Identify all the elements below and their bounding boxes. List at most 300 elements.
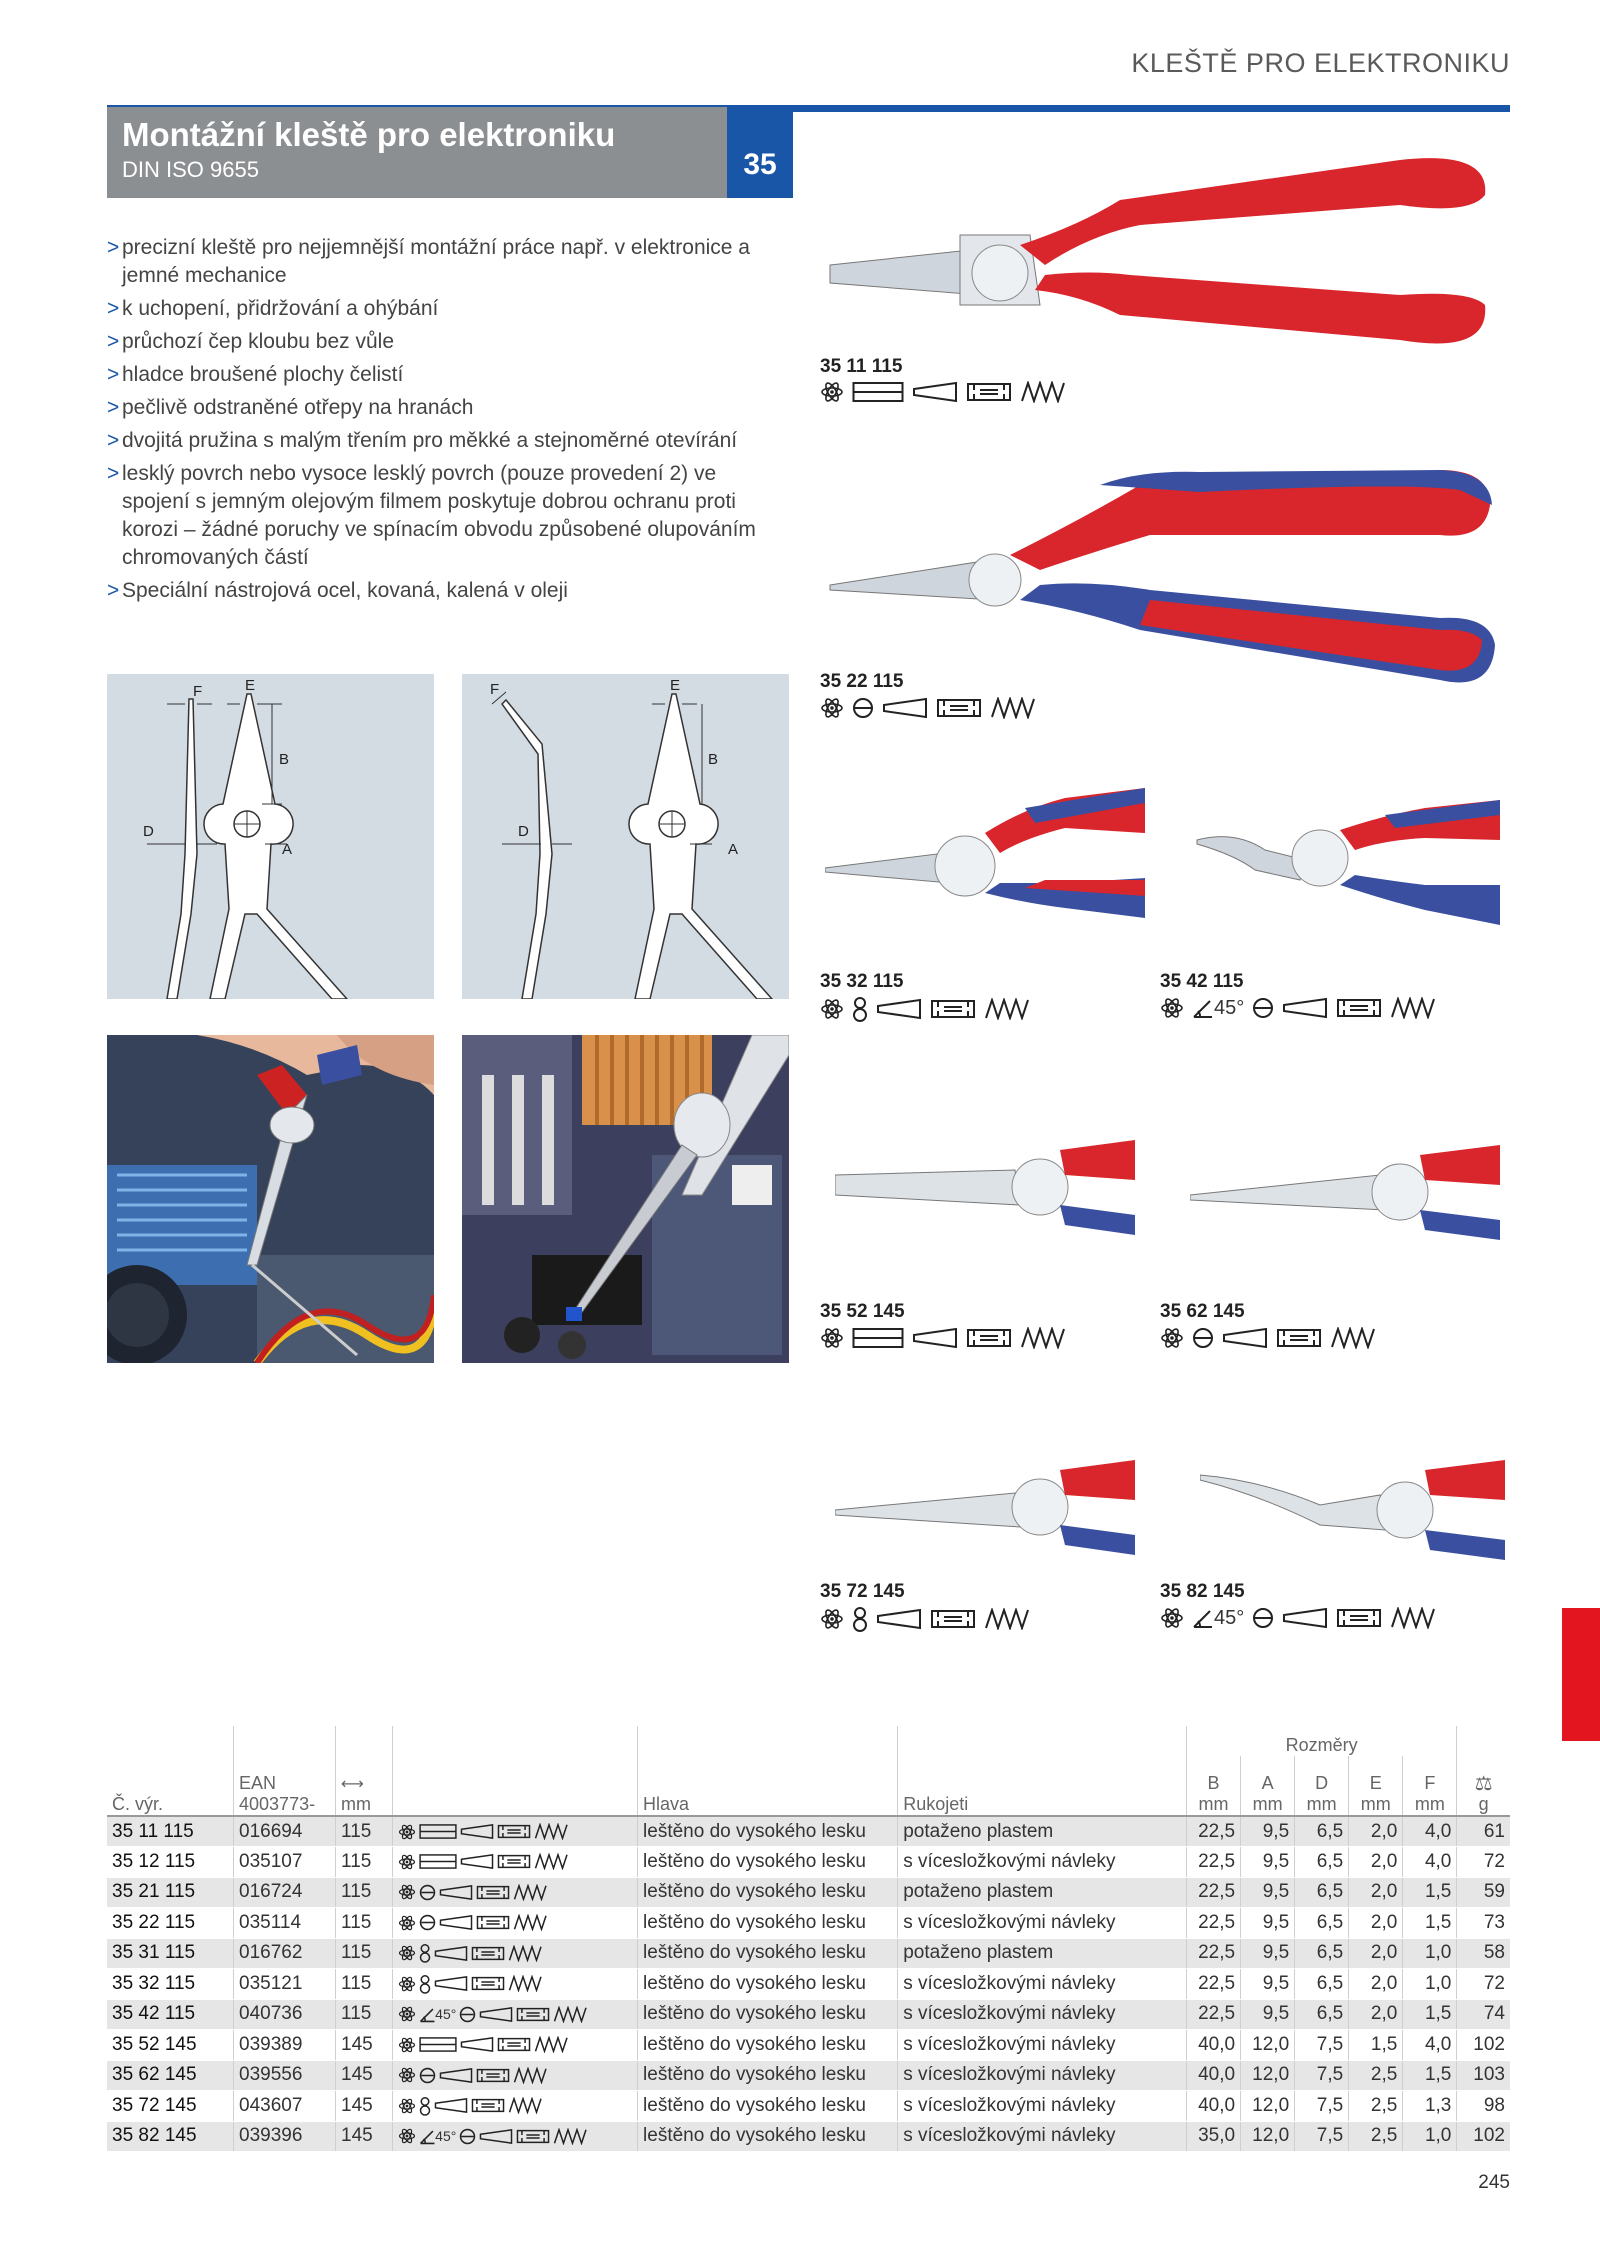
smooth-jaws-icon bbox=[471, 2097, 505, 2114]
cell-code: 35 21 115 bbox=[107, 1877, 234, 1908]
flat-jaw-icon bbox=[419, 1823, 457, 1840]
cell-code: 35 31 115 bbox=[107, 1938, 234, 1969]
row-symbols bbox=[398, 1883, 632, 1901]
cell-e: 2,0 bbox=[1349, 1999, 1403, 2030]
spring-icon bbox=[513, 1914, 549, 1931]
page-subtitle: DIN ISO 9655 bbox=[122, 157, 259, 182]
cell-e: 2,0 bbox=[1349, 1847, 1403, 1878]
angle-icon bbox=[1192, 997, 1214, 1019]
spring-icon bbox=[534, 2036, 570, 2053]
product-symbols bbox=[1160, 1606, 1438, 1630]
product-image-35-52-145 bbox=[835, 1135, 1135, 1240]
col-header-a-label: A bbox=[1261, 1773, 1274, 1793]
cell-weight: 98 bbox=[1457, 2091, 1510, 2122]
angle-label: 45° bbox=[1214, 1606, 1245, 1629]
col-header-f-unit: mm bbox=[1414, 1794, 1445, 1814]
jaw-shape-icon bbox=[460, 1823, 494, 1840]
spring-icon bbox=[508, 1945, 544, 1962]
product-symbols bbox=[820, 1606, 1032, 1632]
product-code: 35 32 115 bbox=[820, 971, 904, 992]
cell-length: 115 bbox=[336, 1847, 393, 1878]
angle-icon bbox=[1192, 1607, 1214, 1629]
cell-weight: 72 bbox=[1457, 1969, 1510, 2000]
esd-icon bbox=[398, 1853, 416, 1871]
smooth-jaws-icon bbox=[476, 1914, 510, 1931]
cell-length: 115 bbox=[336, 1877, 393, 1908]
esd-icon bbox=[398, 1944, 416, 1962]
jaw-shape-icon bbox=[479, 2128, 513, 2145]
row-symbols bbox=[398, 2005, 632, 2023]
cell-head: leštěno do vysokého lesku bbox=[638, 1877, 898, 1908]
spring-icon bbox=[513, 1884, 549, 1901]
cell-f: 1,5 bbox=[1403, 2060, 1457, 2091]
jaw-shape-icon bbox=[1282, 1607, 1328, 1629]
cell-handles: potaženo plastem bbox=[898, 1816, 1187, 1847]
diagram-label: F bbox=[193, 683, 203, 700]
flat-jaw-icon bbox=[419, 2036, 457, 2053]
cell-ean: 016762 bbox=[234, 1938, 336, 1969]
col-header-e-label: E bbox=[1369, 1773, 1382, 1793]
round-jaw-icon bbox=[419, 1974, 431, 1994]
half-round-jaw-icon bbox=[419, 2067, 436, 2084]
spring-icon bbox=[1020, 381, 1068, 403]
col-header-a-unit: mm bbox=[1252, 1794, 1283, 1814]
cell-head: leštěno do vysokého lesku bbox=[638, 2060, 898, 2091]
cell-weight: 102 bbox=[1457, 2030, 1510, 2061]
jaw-shape-icon bbox=[434, 1945, 468, 1962]
cell-head: leštěno do vysokého lesku bbox=[638, 1816, 898, 1847]
smooth-jaws-icon bbox=[476, 2067, 510, 2084]
esd-icon bbox=[398, 2036, 416, 2054]
spring-icon bbox=[1390, 1607, 1438, 1629]
cell-f: 4,0 bbox=[1403, 2030, 1457, 2061]
cell-e: 2,0 bbox=[1349, 1969, 1403, 2000]
cell-handles: s vícesložkovými návleky bbox=[898, 1847, 1187, 1878]
cell-b: 22,5 bbox=[1186, 1908, 1240, 1939]
jaw-shape-icon bbox=[439, 1914, 473, 1931]
diagram-label: A bbox=[728, 841, 739, 858]
esd-icon bbox=[820, 1607, 844, 1631]
half-round-jaw-icon bbox=[419, 1884, 436, 1901]
cell-ean: 043607 bbox=[234, 2091, 336, 2122]
cell-head: leštěno do vysokého lesku bbox=[638, 2091, 898, 2122]
row-symbols bbox=[398, 1974, 632, 1994]
angle-label: 45° bbox=[1214, 996, 1245, 1019]
diagram-label: E bbox=[670, 677, 681, 694]
cell-weight: 74 bbox=[1457, 1999, 1510, 2030]
cell-symbols bbox=[393, 1847, 638, 1878]
cell-head: leštěno do vysokého lesku bbox=[638, 1908, 898, 1939]
cell-b: 22,5 bbox=[1186, 1847, 1240, 1878]
cell-ean: 039389 bbox=[234, 2030, 336, 2061]
spring-icon bbox=[990, 697, 1038, 719]
col-header-f-label: F bbox=[1424, 1773, 1436, 1793]
product-image-35-32-115 bbox=[825, 788, 1145, 923]
feature-item: > dvojitá pružina s malým třením pro měkké a stejnoměrné otevírání bbox=[107, 427, 787, 455]
smooth-jaws-icon bbox=[1336, 1607, 1382, 1629]
esd-icon bbox=[398, 2097, 416, 2115]
cell-f: 1,5 bbox=[1403, 1877, 1457, 1908]
usage-photo-hand bbox=[107, 1035, 434, 1363]
col-header-d bbox=[1295, 1756, 1349, 1816]
cell-symbols bbox=[393, 2121, 638, 2152]
angle-label: 45° bbox=[435, 2128, 457, 2145]
cell-code: 35 11 115 bbox=[107, 1816, 234, 1847]
col-header-e bbox=[1349, 1756, 1403, 1816]
cell-a: 12,0 bbox=[1241, 2121, 1295, 2152]
jaw-shape-icon bbox=[882, 697, 928, 719]
cell-handles: potaženo plastem bbox=[898, 1877, 1187, 1908]
col-header-code: Č. výr. bbox=[107, 1756, 234, 1816]
half-round-jaw-icon bbox=[459, 2006, 476, 2023]
cell-symbols bbox=[393, 1816, 638, 1847]
length-arrow-icon: ⟷ bbox=[341, 1776, 364, 1793]
esd-icon bbox=[398, 1975, 416, 1993]
product-symbols bbox=[820, 380, 1068, 404]
cell-b: 40,0 bbox=[1186, 2030, 1240, 2061]
product-symbols bbox=[1160, 1326, 1378, 1350]
smooth-jaws-icon bbox=[930, 1608, 976, 1630]
cell-b: 40,0 bbox=[1186, 2060, 1240, 2091]
cell-a: 9,5 bbox=[1241, 1908, 1295, 1939]
feature-item: > precizní kleště pro nejjemnější montážní práce např. v elektronice a jemné mechanice bbox=[107, 234, 787, 290]
angle-icon bbox=[419, 2006, 436, 2023]
page-number: 245 bbox=[1478, 2172, 1510, 2193]
cell-f: 1,5 bbox=[1403, 1908, 1457, 1939]
jaw-shape-icon bbox=[460, 2036, 494, 2053]
product-image-35-62-145 bbox=[1190, 1140, 1500, 1245]
smooth-jaws-icon bbox=[1276, 1327, 1322, 1349]
table-row bbox=[107, 1877, 1510, 1908]
product-image-35-82-145 bbox=[1200, 1455, 1505, 1565]
col-header-ean bbox=[234, 1756, 336, 1816]
cell-d: 7,5 bbox=[1295, 2060, 1349, 2091]
flat-jaw-icon bbox=[852, 381, 904, 403]
feature-item: > pečlivě odstraněné otřepy na hranách bbox=[107, 394, 787, 422]
smooth-jaws-icon bbox=[497, 2036, 531, 2053]
col-header-b-unit: mm bbox=[1198, 1794, 1229, 1814]
product-symbols bbox=[820, 996, 1032, 1022]
cell-e: 2,0 bbox=[1349, 1816, 1403, 1847]
cell-symbols bbox=[393, 1908, 638, 1939]
spring-icon bbox=[984, 1608, 1032, 1630]
cell-f: 1,0 bbox=[1403, 1938, 1457, 1969]
smooth-jaws-icon bbox=[497, 1853, 531, 1870]
jaw-shape-icon bbox=[876, 1608, 922, 1630]
cell-weight: 58 bbox=[1457, 1938, 1510, 1969]
esd-icon bbox=[820, 380, 844, 404]
cell-e: 2,5 bbox=[1349, 2060, 1403, 2091]
table-row bbox=[107, 1816, 1510, 1847]
cell-handles: s vícesložkovými návleky bbox=[898, 1969, 1187, 2000]
jaw-shape-icon bbox=[1222, 1327, 1268, 1349]
half-round-jaw-icon bbox=[852, 697, 874, 719]
cell-e: 2,5 bbox=[1349, 2091, 1403, 2122]
cell-head: leštěno do vysokého lesku bbox=[638, 1999, 898, 2030]
smooth-jaws-icon bbox=[930, 998, 976, 1020]
row-symbols bbox=[398, 1853, 632, 1871]
table-row bbox=[107, 1938, 1510, 1969]
cell-handles: s vícesložkovými návleky bbox=[898, 2091, 1187, 2122]
jaw-shape-icon bbox=[434, 1975, 468, 1992]
col-header-e-unit: mm bbox=[1360, 1794, 1391, 1814]
col-header-weight bbox=[1457, 1756, 1510, 1816]
cell-weight: 103 bbox=[1457, 2060, 1510, 2091]
smooth-jaws-icon bbox=[471, 1975, 505, 1992]
spring-icon bbox=[1390, 997, 1438, 1019]
cell-ean: 039396 bbox=[234, 2121, 336, 2152]
cell-handles: s vícesložkovými návleky bbox=[898, 2060, 1187, 2091]
product-symbols bbox=[820, 1326, 1068, 1350]
cell-d: 6,5 bbox=[1295, 1816, 1349, 1847]
jaw-shape-icon bbox=[460, 1853, 494, 1870]
product-symbols bbox=[820, 696, 1038, 720]
cell-code: 35 42 115 bbox=[107, 1999, 234, 2030]
cell-ean: 016724 bbox=[234, 1877, 336, 1908]
diagram-label: D bbox=[518, 823, 529, 840]
esd-icon bbox=[820, 997, 844, 1021]
cell-handles: potaženo plastem bbox=[898, 1938, 1187, 1969]
esd-icon bbox=[398, 2066, 416, 2084]
product-code: 35 52 145 bbox=[820, 1301, 905, 1322]
feature-item: > průchozí čep kloubu bez vůle bbox=[107, 328, 787, 356]
row-symbols bbox=[398, 1914, 632, 1932]
jaw-shape-icon bbox=[439, 1884, 473, 1901]
smooth-jaws-icon bbox=[516, 2128, 550, 2145]
cell-handles: s vícesložkovými návleky bbox=[898, 1999, 1187, 2030]
spring-icon bbox=[553, 2128, 589, 2145]
product-image-35-72-145 bbox=[835, 1455, 1135, 1560]
cell-head: leštěno do vysokého lesku bbox=[638, 1969, 898, 2000]
cell-weight: 102 bbox=[1457, 2121, 1510, 2152]
col-header-weight-unit: g bbox=[1478, 1794, 1489, 1814]
cell-length: 145 bbox=[336, 2091, 393, 2122]
cell-b: 22,5 bbox=[1186, 1969, 1240, 2000]
round-jaw-icon bbox=[419, 1943, 431, 1963]
scale-icon: ⚖ bbox=[1474, 1773, 1493, 1795]
esd-icon bbox=[820, 696, 844, 720]
cell-weight: 61 bbox=[1457, 1816, 1510, 1847]
spring-icon bbox=[553, 2006, 589, 2023]
cell-d: 7,5 bbox=[1295, 2030, 1349, 2061]
jaw-shape-icon bbox=[439, 2067, 473, 2084]
col-header-length-unit: mm bbox=[341, 1794, 372, 1814]
esd-icon bbox=[398, 1914, 416, 1932]
cell-f: 4,0 bbox=[1403, 1847, 1457, 1878]
spec-table bbox=[107, 1726, 1510, 2152]
cell-b: 22,5 bbox=[1186, 1999, 1240, 2030]
table-row bbox=[107, 2091, 1510, 2122]
cell-ean: 039556 bbox=[234, 2060, 336, 2091]
col-header-b-label: B bbox=[1207, 1773, 1220, 1793]
cell-symbols bbox=[393, 2060, 638, 2091]
jaw-shape-icon bbox=[1282, 997, 1328, 1019]
cell-a: 9,5 bbox=[1241, 1969, 1295, 2000]
col-header-ean-line1: EAN bbox=[239, 1773, 277, 1793]
cell-a: 12,0 bbox=[1241, 2030, 1295, 2061]
col-header-b bbox=[1186, 1756, 1240, 1816]
cell-ean: 040736 bbox=[234, 1999, 336, 2030]
page-title: Montážní kleště pro elektroniku bbox=[122, 116, 616, 153]
col-header-handles: Rukojeti bbox=[898, 1756, 1187, 1816]
cell-e: 2,0 bbox=[1349, 1877, 1403, 1908]
cell-b: 40,0 bbox=[1186, 2091, 1240, 2122]
esd-icon bbox=[398, 1823, 416, 1841]
cell-handles: s vícesložkovými návleky bbox=[898, 1908, 1187, 1939]
col-header-ean-line2: 4003773- bbox=[239, 1794, 316, 1814]
cell-a: 9,5 bbox=[1241, 1877, 1295, 1908]
product-code: 35 11 115 bbox=[820, 356, 903, 377]
row-symbols bbox=[398, 2066, 632, 2084]
cell-b: 35,0 bbox=[1186, 2121, 1240, 2152]
cell-e: 2,0 bbox=[1349, 1938, 1403, 1969]
table-row bbox=[107, 1847, 1510, 1878]
cell-length: 115 bbox=[336, 1969, 393, 2000]
cell-length: 115 bbox=[336, 1908, 393, 1939]
spring-icon bbox=[1330, 1327, 1378, 1349]
cell-symbols bbox=[393, 2030, 638, 2061]
spring-icon bbox=[1020, 1327, 1068, 1349]
smooth-jaws-icon bbox=[966, 381, 1012, 403]
cell-d: 6,5 bbox=[1295, 1969, 1349, 2000]
cell-code: 35 62 145 bbox=[107, 2060, 234, 2091]
esd-icon bbox=[1160, 1606, 1184, 1630]
product-image-35-42-115 bbox=[1195, 800, 1500, 930]
flat-jaw-icon bbox=[852, 1327, 904, 1349]
cell-f: 4,0 bbox=[1403, 1816, 1457, 1847]
cell-ean: 035114 bbox=[234, 1908, 336, 1939]
cell-length: 145 bbox=[336, 2060, 393, 2091]
half-round-jaw-icon bbox=[1252, 1607, 1274, 1629]
diagram-label: B bbox=[279, 751, 290, 768]
col-header-f bbox=[1403, 1756, 1457, 1816]
esd-icon bbox=[398, 2127, 416, 2145]
cell-head: leštěno do vysokého lesku bbox=[638, 2121, 898, 2152]
product-symbols bbox=[1160, 996, 1438, 1020]
feature-list bbox=[107, 234, 787, 610]
jaw-shape-icon bbox=[912, 1327, 958, 1349]
round-jaw-icon bbox=[852, 1606, 868, 1632]
cell-code: 35 72 145 bbox=[107, 2091, 234, 2122]
cell-symbols bbox=[393, 1999, 638, 2030]
spring-icon bbox=[984, 998, 1032, 1020]
cell-a: 12,0 bbox=[1241, 2091, 1295, 2122]
cell-code: 35 22 115 bbox=[107, 1908, 234, 1939]
feature-item: > Speciální nástrojová ocel, kovaná, kalená v oleji bbox=[107, 577, 787, 605]
section-number-badge: 35 bbox=[727, 107, 793, 198]
chapter-tab bbox=[1562, 1608, 1600, 1741]
cell-length: 115 bbox=[336, 1938, 393, 1969]
row-symbols bbox=[398, 1823, 632, 1841]
cell-d: 7,5 bbox=[1295, 2091, 1349, 2122]
cell-head: leštěno do vysokého lesku bbox=[638, 1938, 898, 1969]
esd-icon bbox=[820, 1326, 844, 1350]
round-jaw-icon bbox=[419, 2096, 431, 2116]
cell-code: 35 12 115 bbox=[107, 1847, 234, 1878]
col-header-length bbox=[336, 1756, 393, 1816]
round-jaw-icon bbox=[852, 996, 868, 1022]
col-header-symbols bbox=[393, 1756, 638, 1816]
cell-b: 22,5 bbox=[1186, 1816, 1240, 1847]
smooth-jaws-icon bbox=[516, 2006, 550, 2023]
esd-icon bbox=[1160, 1326, 1184, 1350]
smooth-jaws-icon bbox=[936, 697, 982, 719]
table-row bbox=[107, 1969, 1510, 2000]
feature-item: > hladce broušené plochy čelistí bbox=[107, 361, 787, 389]
row-symbols bbox=[398, 2036, 632, 2054]
half-round-jaw-icon bbox=[459, 2128, 476, 2145]
spec-table-body bbox=[107, 1816, 1510, 2152]
cell-symbols bbox=[393, 2091, 638, 2122]
cell-d: 6,5 bbox=[1295, 1938, 1349, 1969]
section-title: KLEŠTĚ PRO ELEKTRONIKU bbox=[1131, 48, 1510, 78]
jaw-shape-icon bbox=[912, 381, 958, 403]
product-image-35-11-115 bbox=[820, 155, 1510, 380]
cell-f: 1,0 bbox=[1403, 2121, 1457, 2152]
cell-head: leštěno do vysokého lesku bbox=[638, 1847, 898, 1878]
table-row bbox=[107, 2030, 1510, 2061]
jaw-shape-icon bbox=[479, 2006, 513, 2023]
product-image-35-22-115 bbox=[820, 460, 1510, 700]
cell-d: 7,5 bbox=[1295, 2121, 1349, 2152]
spring-icon bbox=[534, 1853, 570, 1870]
smooth-jaws-icon bbox=[1336, 997, 1382, 1019]
row-symbols bbox=[398, 2096, 632, 2116]
esd-icon bbox=[1160, 996, 1184, 1020]
cell-symbols bbox=[393, 1877, 638, 1908]
cell-code: 35 52 145 bbox=[107, 2030, 234, 2061]
product-code: 35 42 115 bbox=[1160, 971, 1244, 992]
table-row bbox=[107, 1908, 1510, 1939]
product-code: 35 62 145 bbox=[1160, 1301, 1245, 1322]
cell-handles: s vícesložkovými návleky bbox=[898, 2030, 1187, 2061]
cell-a: 9,5 bbox=[1241, 1816, 1295, 1847]
cell-d: 6,5 bbox=[1295, 1877, 1349, 1908]
cell-d: 6,5 bbox=[1295, 1847, 1349, 1878]
smooth-jaws-icon bbox=[476, 1884, 510, 1901]
spring-icon bbox=[508, 1975, 544, 1992]
feature-item: > lesklý povrch nebo vysoce lesklý povrch (pouze provedení 2) ve spojení s jemným olejovým filmem poskytuje dobrou ochranu proti korozi – žádné poruchy ve spínacím obvodu způsobené olupováním chromovaných částí bbox=[107, 460, 787, 572]
diagram-label-a: A bbox=[282, 841, 293, 858]
cell-weight: 59 bbox=[1457, 1877, 1510, 1908]
cell-head: leštěno do vysokého lesku bbox=[638, 2030, 898, 2061]
cell-ean: 016694 bbox=[234, 1816, 336, 1847]
row-symbols bbox=[398, 2127, 632, 2145]
smooth-jaws-icon bbox=[497, 1823, 531, 1840]
cell-e: 2,5 bbox=[1349, 2121, 1403, 2152]
col-header-head: Hlava bbox=[638, 1756, 898, 1816]
cell-length: 145 bbox=[336, 2121, 393, 2152]
cell-length: 115 bbox=[336, 1999, 393, 2030]
spring-icon bbox=[534, 1823, 570, 1840]
cell-d: 6,5 bbox=[1295, 1999, 1349, 2030]
col-header-d-label: D bbox=[1315, 1773, 1329, 1793]
cell-weight: 72 bbox=[1457, 1847, 1510, 1878]
diagram-label: B bbox=[708, 751, 719, 768]
dimension-diagram-straight bbox=[107, 674, 434, 999]
jaw-shape-icon bbox=[434, 2097, 468, 2114]
cell-d: 6,5 bbox=[1295, 1908, 1349, 1939]
diagram-label: F bbox=[490, 681, 500, 698]
product-code: 35 82 145 bbox=[1160, 1581, 1245, 1602]
cell-a: 9,5 bbox=[1241, 1938, 1295, 1969]
table-row bbox=[107, 2121, 1510, 2152]
cell-ean: 035121 bbox=[234, 1969, 336, 2000]
cell-length: 145 bbox=[336, 2030, 393, 2061]
cell-f: 1,3 bbox=[1403, 2091, 1457, 2122]
col-header-a bbox=[1241, 1756, 1295, 1816]
cell-handles: s vícesložkovými návleky bbox=[898, 2121, 1187, 2152]
